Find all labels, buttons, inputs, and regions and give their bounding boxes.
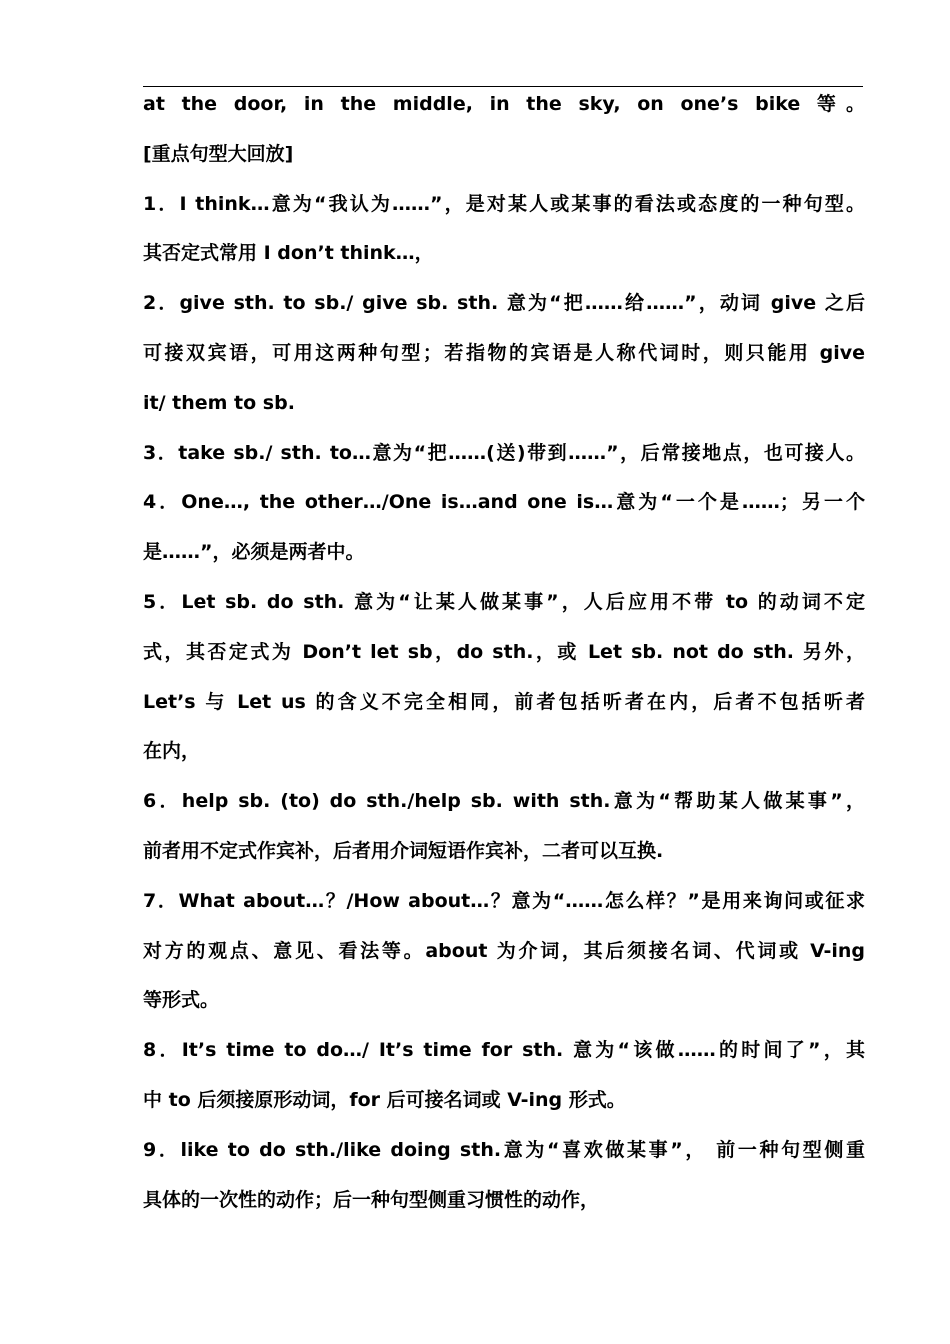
text-line-9: 4．One…, the other…/One is…and one is…意为“一个是……；另一个 (143, 491, 865, 514)
text-line-20: 8．It’s time to do…/ It’s time for sth. 意为“该做……的时间了”，其 (143, 1039, 865, 1062)
section-heading: [重点句型大回放] (143, 142, 294, 165)
text-line-10: 是……”，必须是两者中。 (143, 541, 365, 564)
text-line-23: 具体的一次性的动作；后一种句型侧重习惯性的动作， (143, 1188, 600, 1211)
text-line-15: 6．help sb. (to) do sth./help sb. with sth.意为“帮助某人做某事”， (143, 790, 865, 813)
text-line-19: 等形式。 (143, 989, 220, 1012)
text-line-11: 5．Let sb. do sth. 意为“让某人做某事”，人后应用不带 to 的动词不定 (143, 590, 865, 613)
text-line-5: 2．give sth. to sb./ give sb. sth. 意为“把……给……”，动词 give 之后 (143, 292, 865, 315)
text-line-12: 式，其否定式为 Don’t let sb，do sth.，或 Let sb. not do sth. 另外， (143, 640, 865, 663)
text-line-22: 9．like to do sth./like doing sth.意为“喜欢做某事”， 前一种句型侧重 (143, 1138, 865, 1161)
text-line-13: Let’s 与 Let us 的含义不完全相同，前者包括听者在内，后者不包括听者 (143, 690, 865, 713)
text-line-8: 3．take sb./ sth. to…意为“把……(送)带到……”，后常接地点，也可接人。 (143, 441, 865, 464)
text-line-1: at the door, in the middle, in the sky, on one’s bike 等。 (143, 93, 865, 115)
document-body (143, 80, 865, 1225)
text-line-4: 其否定式常用 I don’t think…， (143, 242, 434, 265)
text-line-7: it/ them to sb. (143, 391, 295, 414)
text-line-17: 7．What about…？/How about…？意为“……怎么样？”是用来询问或征求 (143, 889, 865, 912)
text-line-16: 前者用不定式作宾补，后者用介词短语作宾补，二者可以互换. (143, 839, 664, 862)
text-line-14: 在内， (143, 740, 201, 763)
text-line-21: 中 to 后须接原形动词，for 后可接名词或 V-ing 形式。 (143, 1088, 626, 1111)
text-line-6: 可接双宾语，可用这两种句型；若指物的宾语是人称代词时，则只能用 give (143, 341, 865, 364)
text-line-3: 1．I think…意为“我认为……”，是对某人或某事的看法或态度的一种句型。 (143, 192, 865, 215)
text-line-18: 对方的观点、意见、看法等。about 为介词，其后须接名词、代词或 V-ing (143, 939, 865, 962)
